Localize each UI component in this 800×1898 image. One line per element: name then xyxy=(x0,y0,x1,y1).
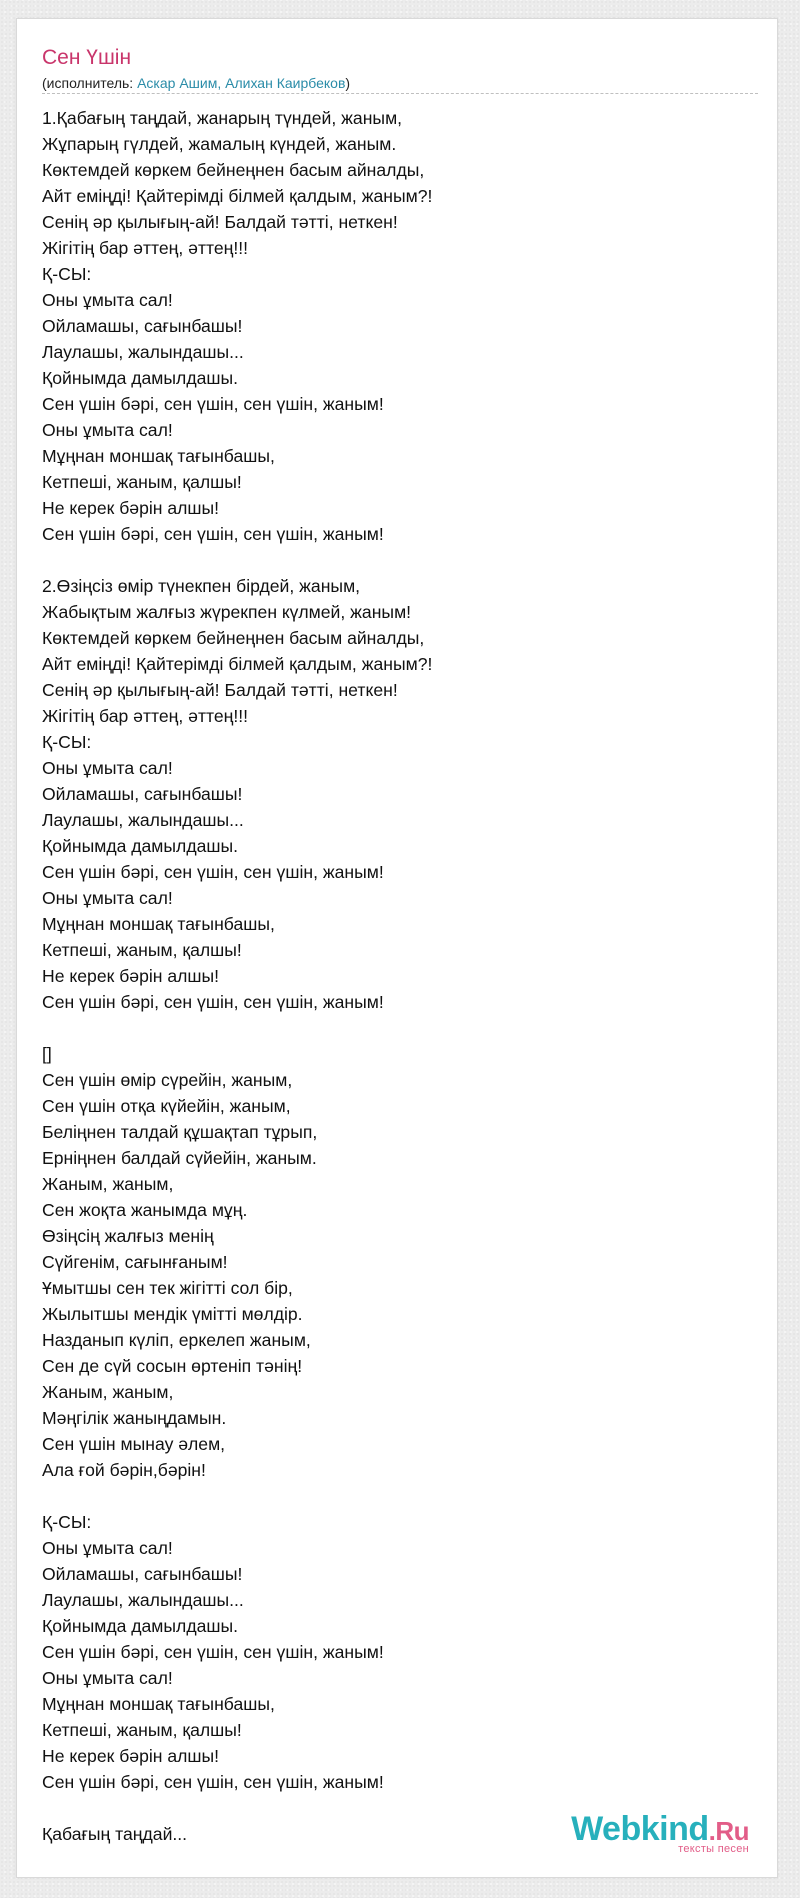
lyric-line: [] xyxy=(42,1044,52,1064)
logo-tagline: тексты песен xyxy=(678,1843,749,1855)
lyric-line: Оны ұмыта сал! xyxy=(42,1538,173,1558)
lyric-line: Сен де сүй сосын өртеніп тәнің! xyxy=(42,1356,303,1376)
lyric-line: Қойнымда дамылдашы. xyxy=(42,1616,239,1636)
lyric-line: Көктемдей көркем бейнеңнен басым айналды, xyxy=(42,628,425,648)
lyric-line: Сен үшін отқа күйейін, жаным, xyxy=(42,1096,291,1116)
lyric-line: Айт еміңді! Қайтерімді білмей қалдым, жаным?! xyxy=(42,186,433,206)
lyric-line xyxy=(42,1795,432,1821)
logo-wordmark xyxy=(571,1812,749,1846)
lyric-line: Ерніңнен балдай сүйейін, жаным. xyxy=(42,1148,317,1168)
lyric-line: Жаным, жаным, xyxy=(42,1382,174,1402)
lyric-line: Қ-СЫ: xyxy=(42,264,92,284)
lyric-line: 1.Қабағың таңдай, жанарың түндей, жаным, xyxy=(42,108,403,128)
lyric-line: Кетпеші, жаным, қалшы! xyxy=(42,472,242,492)
lyric-line: Жігітің бар әттең, әттең!!! xyxy=(42,238,249,258)
lyric-line: Оны ұмыта сал! xyxy=(42,1668,173,1688)
lyric-line: 2.Өзіңсіз өмір түнекпен бірдей, жаным, xyxy=(42,576,361,596)
lyric-line: Сенің әр қылығың-ай! Балдай тәтті, неткен! xyxy=(42,680,398,700)
lyric-line: Жігітің бар әттең, әттең!!! xyxy=(42,706,249,726)
lyric-line: Сен үшін бәрі, сен үшін, сен үшін, жаным! xyxy=(42,394,384,414)
lyric-line: Ұмытшы сен тек жігітті сол бір, xyxy=(42,1278,293,1298)
lyric-line: Не керек бәрін алшы! xyxy=(42,966,220,986)
lyric-line: Жаным, жаным, xyxy=(42,1174,174,1194)
lyric-line: Ойламашы, сағынбашы! xyxy=(42,316,243,336)
artist-line xyxy=(42,74,350,92)
lyric-line xyxy=(42,1483,432,1509)
lyric-line: Қ-СЫ: xyxy=(42,732,92,752)
lyric-line: Жабықтым жалғыз жүрекпен күлмей, жаным! xyxy=(42,602,412,622)
site-logo[interactable] xyxy=(571,1812,749,1855)
lyric-line: Лаулашы, жалындашы... xyxy=(42,342,244,362)
lyric-line: Беліңнен талдай құшақтап тұрып, xyxy=(42,1122,318,1142)
lyric-line: Сен үшін бәрі, сен үшін, сен үшін, жаным! xyxy=(42,992,384,1012)
lyric-line: Қойнымда дамылдашы. xyxy=(42,368,239,388)
lyric-line: Сен үшін бәрі, сен үшін, сен үшін, жаным! xyxy=(42,1772,384,1792)
lyric-line: Ойламашы, сағынбашы! xyxy=(42,784,243,804)
lyric-line: Мұңнан моншақ тағынбашы, xyxy=(42,914,275,934)
lyric-line: Не керек бәрін алшы! xyxy=(42,1746,220,1766)
lyric-line: Қабағың таңдай... xyxy=(42,1824,188,1844)
lyric-line: Сен үшін бәрі, сен үшін, сен үшін, жаным! xyxy=(42,524,384,544)
logo-main-text: Webkind xyxy=(571,1810,709,1848)
lyric-line: Ойламашы, сағынбашы! xyxy=(42,1564,243,1584)
lyric-line: Ала ғой бәрін,бәрін! xyxy=(42,1460,206,1480)
logo-ru-text: .Ru xyxy=(708,1816,749,1846)
lyric-line: Сенің әр қылығың-ай! Балдай тәтті, неткен! xyxy=(42,212,398,232)
artist-prefix: (исполнитель: xyxy=(42,75,138,91)
lyric-line: Оны ұмыта сал! xyxy=(42,420,173,440)
lyric-line: Мәңгілік жаныңдамын. xyxy=(42,1408,227,1428)
lyric-line: Кетпеші, жаным, қалшы! xyxy=(42,940,242,960)
lyric-line: Лаулашы, жалындашы... xyxy=(42,1590,244,1610)
lyric-line: Қойнымда дамылдашы. xyxy=(42,836,239,856)
song-title: Сен Үшін xyxy=(42,46,132,69)
lyric-line: Айт еміңді! Қайтерімді білмей қалдым, жаным?! xyxy=(42,654,433,674)
lyric-line: Оны ұмыта сал! xyxy=(42,290,173,310)
lyrics-card xyxy=(16,18,778,1878)
lyric-line: Лаулашы, жалындашы... xyxy=(42,810,244,830)
lyrics-text xyxy=(42,105,432,1847)
lyric-line xyxy=(42,1015,432,1041)
lyric-line: Қ-СЫ: xyxy=(42,1512,92,1532)
lyric-line: Сен үшін бәрі, сен үшін, сен үшін, жаным! xyxy=(42,1642,384,1662)
lyric-line xyxy=(42,547,432,573)
lyric-line: Сен жоқта жанымда мұң. xyxy=(42,1200,248,1220)
lyric-line: Көктемдей көркем бейнеңнен басым айналды, xyxy=(42,160,425,180)
lyric-line: Өзіңсің жалғыз менің xyxy=(42,1226,214,1246)
lyric-line: Сен үшін бәрі, сен үшін, сен үшін, жаным! xyxy=(42,862,384,882)
artist-suffix: ) xyxy=(345,75,351,91)
lyric-line: Жылытшы мендік үмітті мөлдір. xyxy=(42,1304,303,1324)
lyric-line: Мұңнан моншақ тағынбашы, xyxy=(42,1694,275,1714)
lyric-line: Сен үшін өмір сүрейін, жаным, xyxy=(42,1070,293,1090)
lyric-line: Сен үшін мынау әлем, xyxy=(42,1434,226,1454)
lyric-line: Мұңнан моншақ тағынбашы, xyxy=(42,446,275,466)
artist-link[interactable]: Аскар Ашим, Алихан Каирбеков xyxy=(137,75,346,91)
lyric-line: Оны ұмыта сал! xyxy=(42,888,173,908)
lyric-line: Оны ұмыта сал! xyxy=(42,758,173,778)
lyric-line: Кетпеші, жаным, қалшы! xyxy=(42,1720,242,1740)
lyric-line: Назданып күліп, еркелеп жаным, xyxy=(42,1330,311,1350)
header-divider xyxy=(42,93,758,94)
lyric-line: Сүйгенім, сағынғаным! xyxy=(42,1252,228,1272)
lyric-line: Жұпарың гүлдей, жамалың күндей, жаным. xyxy=(42,134,397,154)
lyric-line: Не керек бәрін алшы! xyxy=(42,498,220,518)
